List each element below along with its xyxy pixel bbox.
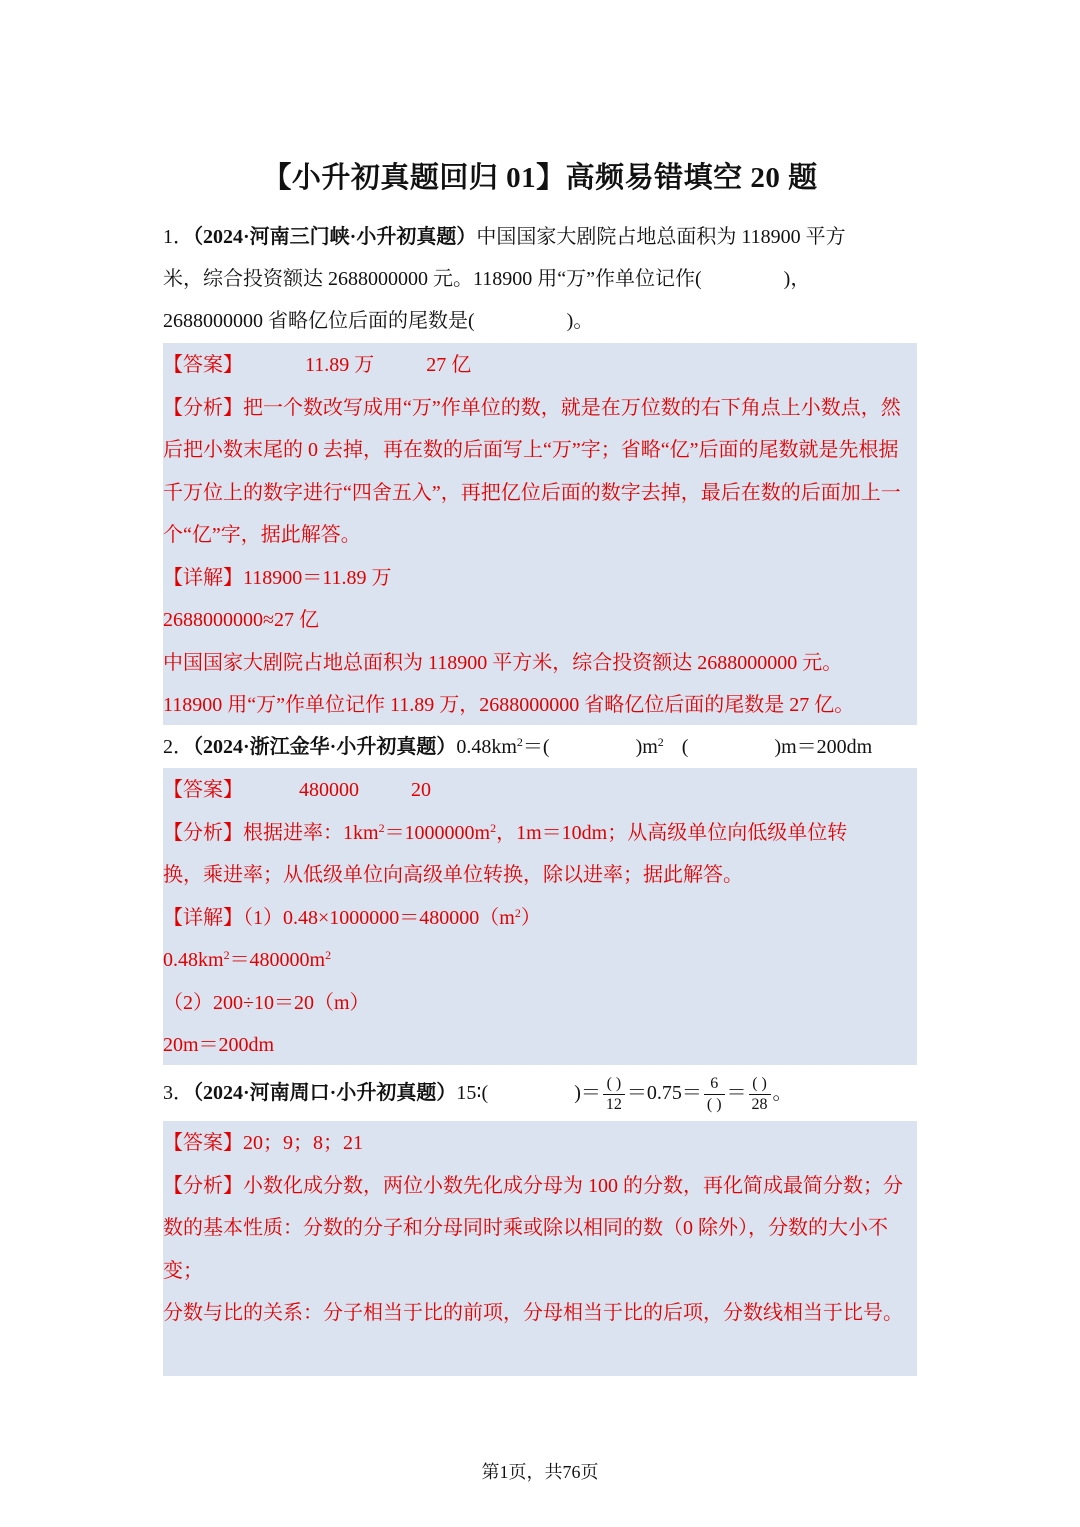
question-1: 1．（2024·河南三门峡·小升初真题）中国国家大剧院占地总面积为 118900 平方 米，综合投资额达 2688000000 元。118900 用“万”作单位记作( )， 2688000000 省略亿位后面的尾数是( )。 bbox=[163, 226, 846, 332]
page-footer: 第1页，共76页 bbox=[481, 1462, 599, 1482]
answer-value: 20 bbox=[411, 779, 431, 801]
fraction: $\frac{6}{( )}$ bbox=[704, 1074, 725, 1115]
answer-box-3: 【答案】20；9；8；21 【分析】小数化成分数，两位小数先化成分母为 100 的分数，再化简成最简分数；分数的基本性质：分数的分子和分母同时乘或除以相同的数（0 除外），分数的大小不变； 分数与比的关系：分子相当于比的前项，分母相当于比的后项，分数线相当于比号。 bbox=[163, 1121, 917, 1376]
analysis-text: 把一个数改写成用“万”作单位的数，就是在万位数的右下角点上小数点，然后把小数末尾的 0 去掉，再在数的后面写上“万”字；省略“亿”后面的尾数就是先根据千万位上的数字进行“四舍五入”，再把亿位后面的数字去掉，最后在数的后面加上一个“亿”字，据此解答。 bbox=[163, 396, 901, 546]
question-source: （2024·河南周口·小升初真题） bbox=[193, 1082, 457, 1104]
answer-value: 27 亿 bbox=[426, 354, 472, 376]
question-3: 3．（2024·河南周口·小升初真题）15∶( )＝ $\frac{( )}{12}$ ＝0.75＝ $\frac{6}{( )}$ ＝ $\frac{( )}{28}$ 。 bbox=[163, 1074, 793, 1113]
answer-value: 11.89 万 bbox=[305, 354, 375, 376]
answer-box-1: 【答案】 11.89 万 27 亿 【分析】把一个数改写成用“万”作单位的数，就是在万位数的右下角点上小数点，然后把小数末尾的 0 去掉，再在数的后面写上“万”字；省略“亿”后面的尾数就是先根据千万位上的数字进行“四舍五入”，再把亿位后面的数字去掉，最后在数的后面加上一个“亿”字，据此解答。 【详解】118900＝11.89 万 2688000000≈27 亿 中国国家大剧院占地总面积为 118900 平方米，综合投资额达 2688000000 元。 118900 用“万”作单位记作 11.89 万，2688000000 省略亿位后面的尾数是 27 亿。 bbox=[163, 343, 917, 725]
question-2: 2．（2024·浙江金华·小升初真题）$0.48km^2=$( )$m^2$ ( )m＝200dm bbox=[163, 735, 873, 758]
page-title: 【小升初真题回归 01】高频易错填空 20 题 bbox=[262, 162, 818, 194]
answer-box-2: 【答案】 480000 20 【分析】根据进率：$1km^2=1000000m^2$，1m＝10dm；从高级单位向低级单位转 换，乘进率；从低级单位向高级单位转换，除以进率；据此解答。 【详解】$(1)0.48\times 1000000=480000(m^2)$ $0.48km^2=480000m^2$ （2）200÷10＝20（m） 20m＝200dm bbox=[163, 768, 917, 1065]
question-source: （2024·浙江金华·小升初真题） bbox=[193, 736, 457, 758]
answer-value: 20；9；8；21 bbox=[243, 1132, 363, 1154]
question-source: （2024·河南三门峡·小升初真题） bbox=[193, 226, 477, 248]
answer-value: 480000 bbox=[299, 779, 359, 801]
fraction: $\frac{( )}{12}$ bbox=[603, 1074, 625, 1115]
fraction: $\frac{( )}{28}$ bbox=[749, 1074, 771, 1115]
